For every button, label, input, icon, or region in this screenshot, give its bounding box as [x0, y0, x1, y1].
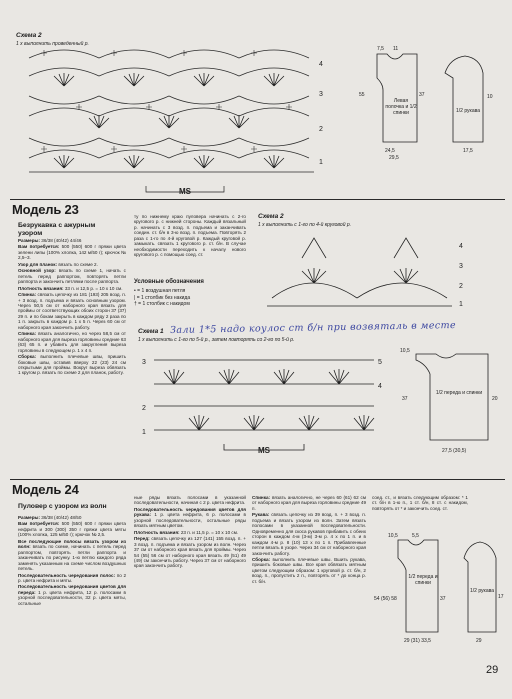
text-column: соед. ст., и вязать следующим образом: * 1 ст. б/н в 1-ю п., 1 ст. б/н, 8 ст. с накидом, повторять от * и закончить соед. ст.: [372, 495, 468, 511]
dim-label: 10,5: [388, 533, 398, 539]
row-number: 1: [459, 301, 463, 308]
row-number: 1: [319, 159, 323, 166]
row-number: 3: [459, 263, 463, 270]
model-title: Модель 23: [12, 202, 79, 217]
dim-label: 37: [402, 396, 408, 402]
schema-note: 1 х выполнить с 1-го по 4-й круговой р.: [258, 222, 352, 228]
pattern-piece-label: Левая полочка и 1/2 спинки: [385, 98, 417, 116]
dim-label: 11: [393, 46, 399, 52]
row-number: 4: [319, 61, 323, 68]
dim-label: 17: [498, 594, 504, 600]
schema-note: 1 х выполнить с 1-го по 5-й р., затем повторять со 2-го по 5-й р.: [138, 337, 295, 343]
row-number: 1: [142, 429, 146, 436]
text-column: ту по нижнему краю пуловера начинать с 2-го кругового р. с нижней стороны. Каждый вязальный р. начинать с 3 возд. п. подъема и заканчивать соедин. ст. б/н в 3-ю возд. п. подъема. Повторять 2 раза с 1-го по 4-й круговой р. Каждый круговой р. замыкать. связать 1 кругового р. ст. б/н. В случае необходимости переходить к началу нового кругового р. с помощью соед. ст.: [134, 214, 246, 258]
row-number: 2: [459, 283, 463, 290]
crochet-chart-schema1: [134, 344, 396, 456]
dim-label: 29: [476, 638, 482, 644]
pattern-piece-label: 1/2 переда и спинки: [408, 574, 438, 586]
sewing-pattern-model23: [396, 340, 508, 458]
pattern-piece-label: 1/2 рукава: [469, 588, 495, 594]
row-number: 4: [459, 243, 463, 250]
dim-label: 17,5: [463, 148, 473, 154]
row-number: 2: [319, 126, 323, 133]
dim-label: 29,5: [389, 155, 399, 161]
dim-label: 37: [419, 92, 425, 98]
row-number: 3: [142, 359, 146, 366]
text-column: Размеры: 36/38 (40/42) 44/46 Вам потребуется: 500 (550) 600 г пряжи цвета зелени липы (100% хлопка, 142 м/50 г); крючок № 2,5–3. Узор для планок: вязать по схеме 2. Основной узор: вязать по схеме 1, начать с петель перед раппортом, повторять петли раппорта и закончить петлями после раппорта. Плотность вязания: 33 п. и 12,5 р. = 10 х 10 см. Спинка: связать цепочку из 181 (193) 205 возд. п. + 3 возд. п. подъема и вязать основным узором. Через 50,5 см от наборного края вязать для проймы от соответствующих обоих сторон 37 (37) 29 п. и по бокам закрыть в каждом ряду 2 раза по 1 п. закрыть в каждом р. 1 х 5 п. Через 60 см от наборного края закончить работу. Спинка: вязать аналогично, но через 58,5 см от наборного края для выреза горловины средние 63 (63) 65 п. и убавить для закругления выреза горловины в следующем р. 1 х 4 п. Сборка: выполнить плечевые швы, пришить боковые швы, оставив вверху 22 (23) 24 см открытыми для проймы. Вокруг выреза обвязать 1 кругом р. вязать по схеме 2 для планок, работу.: [18, 238, 126, 376]
model-subtitle: Безрукавка с ажурным узором: [18, 222, 96, 237]
ms-label: MS: [179, 187, 191, 196]
dim-label: 10: [487, 94, 493, 100]
row-number: 4: [378, 383, 382, 390]
row-number: 2: [142, 405, 146, 412]
schema-note: 1 х выполнить проведенный р.: [16, 41, 89, 47]
dim-label: 37: [440, 596, 446, 602]
text-column: ные ряды вязать полосами в указанной последовательности, начиная с 2 р. цвета нефрита. Последовательность чередования цветов для рукава: 1 р. цвета нефрита, 6 р. полосами в узорной последовательности, остальные ряды вязать мятным цветом. Плотность вязания: 23 п. и 11,5 р. = 10 х 10 см. Перед: связать цепочку из 127 (141) 155 возд. п. + 3 возд. п. подъема и вязать узором из волн. Через 37 см от наборного края вязать для проймы. Через 54 (55) 56 см от наборного края вязать 49 (51) 49 (49) см закончить работу. Через 37 см от наборного края закончить работу.: [134, 495, 246, 569]
dim-label: 7,5: [377, 46, 384, 52]
schema-label: Схема 2: [258, 213, 284, 220]
pattern-piece-label: 1/2 рукава: [455, 108, 481, 114]
row-number: 3: [319, 91, 323, 98]
row-number: 5: [378, 359, 382, 366]
dim-label: 10,5: [400, 348, 410, 354]
sewing-pattern-model24: [368, 528, 508, 650]
dim-label: 20: [492, 396, 498, 402]
dim-label: 5,5: [412, 533, 419, 539]
text-column: Размеры: 36/38 (40/42) 48/50 Вам потребуется: 500 (550) 600 г пряжи цвета нефрита и 300 (300) 350 г пряжи цвета мяты (100% хлопка, 125 м/50 г); крючок № 2,5. Все последующие полосы вязать узором из волн: вязать по схеме, начинать с петель перед раппортом, повторять петли раппорта и заканчивать по рисунку. 1-ю петлю каждого ряда заменять указанным на схеме числом воздушных петель. Последовательность чередования полос: по 2 р. цвета нефрита и мяты. Последовательность чередования цветов для переда: 1 р. цвета нефрита, 12 р. полосами в узорной последовательности, 32 р. цвета мяты, остальные: [18, 515, 127, 606]
dim-label: 54 (56) 58: [374, 596, 397, 602]
dim-label: 55: [359, 92, 365, 98]
pattern-piece-label: 1/2 переда и спинки: [435, 390, 483, 396]
sewing-pattern-top: [355, 38, 507, 166]
page-number: 29: [486, 664, 499, 676]
section-divider: [10, 479, 505, 480]
crochet-chart-top: [14, 46, 344, 196]
dim-label: 29 (31) 33,5: [404, 638, 431, 644]
schema-label: Схема 1: [138, 328, 164, 335]
legend: • = 1 воздушная петля | = 1 столбик без накида † = 1 столбик с накидом: [134, 288, 191, 307]
schema-label: Схема 2: [16, 32, 42, 39]
ms-label: MS: [258, 446, 270, 455]
section-divider: [10, 199, 505, 200]
legend-title: Условные обозначения: [134, 279, 204, 285]
dim-label: 27,5 (30,5): [442, 448, 467, 454]
model-subtitle: Пуловер с узором из волн: [18, 503, 107, 510]
dim-label: 24,5: [385, 148, 395, 154]
handwritten-note: Зали 1*5 надо коулос ст б/н при возвяталь в месте: [169, 319, 457, 336]
text-column: Спинка: вязать аналогично, не через 60 (61) 62 см от наборного края для выреза горловины средние 49 п. Рукава: связать цепочку из 39 возд. п. + 3 возд. п. подъема и вязать узором из волн. Затем вязать полосами в указанной последовательности. Одновременно для скоса рукавов прибавить с обеих сторон в каждом 4-м (3-м) 3-м р. 4 х по 1 п. и в каждом 4-м р. 8 (10) 13 х по 1 п. Прибавленные петли вязать в узоре. Через 34 см от наборного края закончить работу. Сборка: выполнить плечевые швы. Вшить рукава, пришить боковые швы. Все края обвязать мятным цветом следующим образом: 1 круговой р. ст. б/н, 2 возд. п., пропустить 2 п., повторять от * до конца р. ст. б/н.: [252, 495, 366, 584]
model-title: Модель 24: [12, 482, 79, 497]
crochet-chart-schema2: [262, 228, 472, 313]
